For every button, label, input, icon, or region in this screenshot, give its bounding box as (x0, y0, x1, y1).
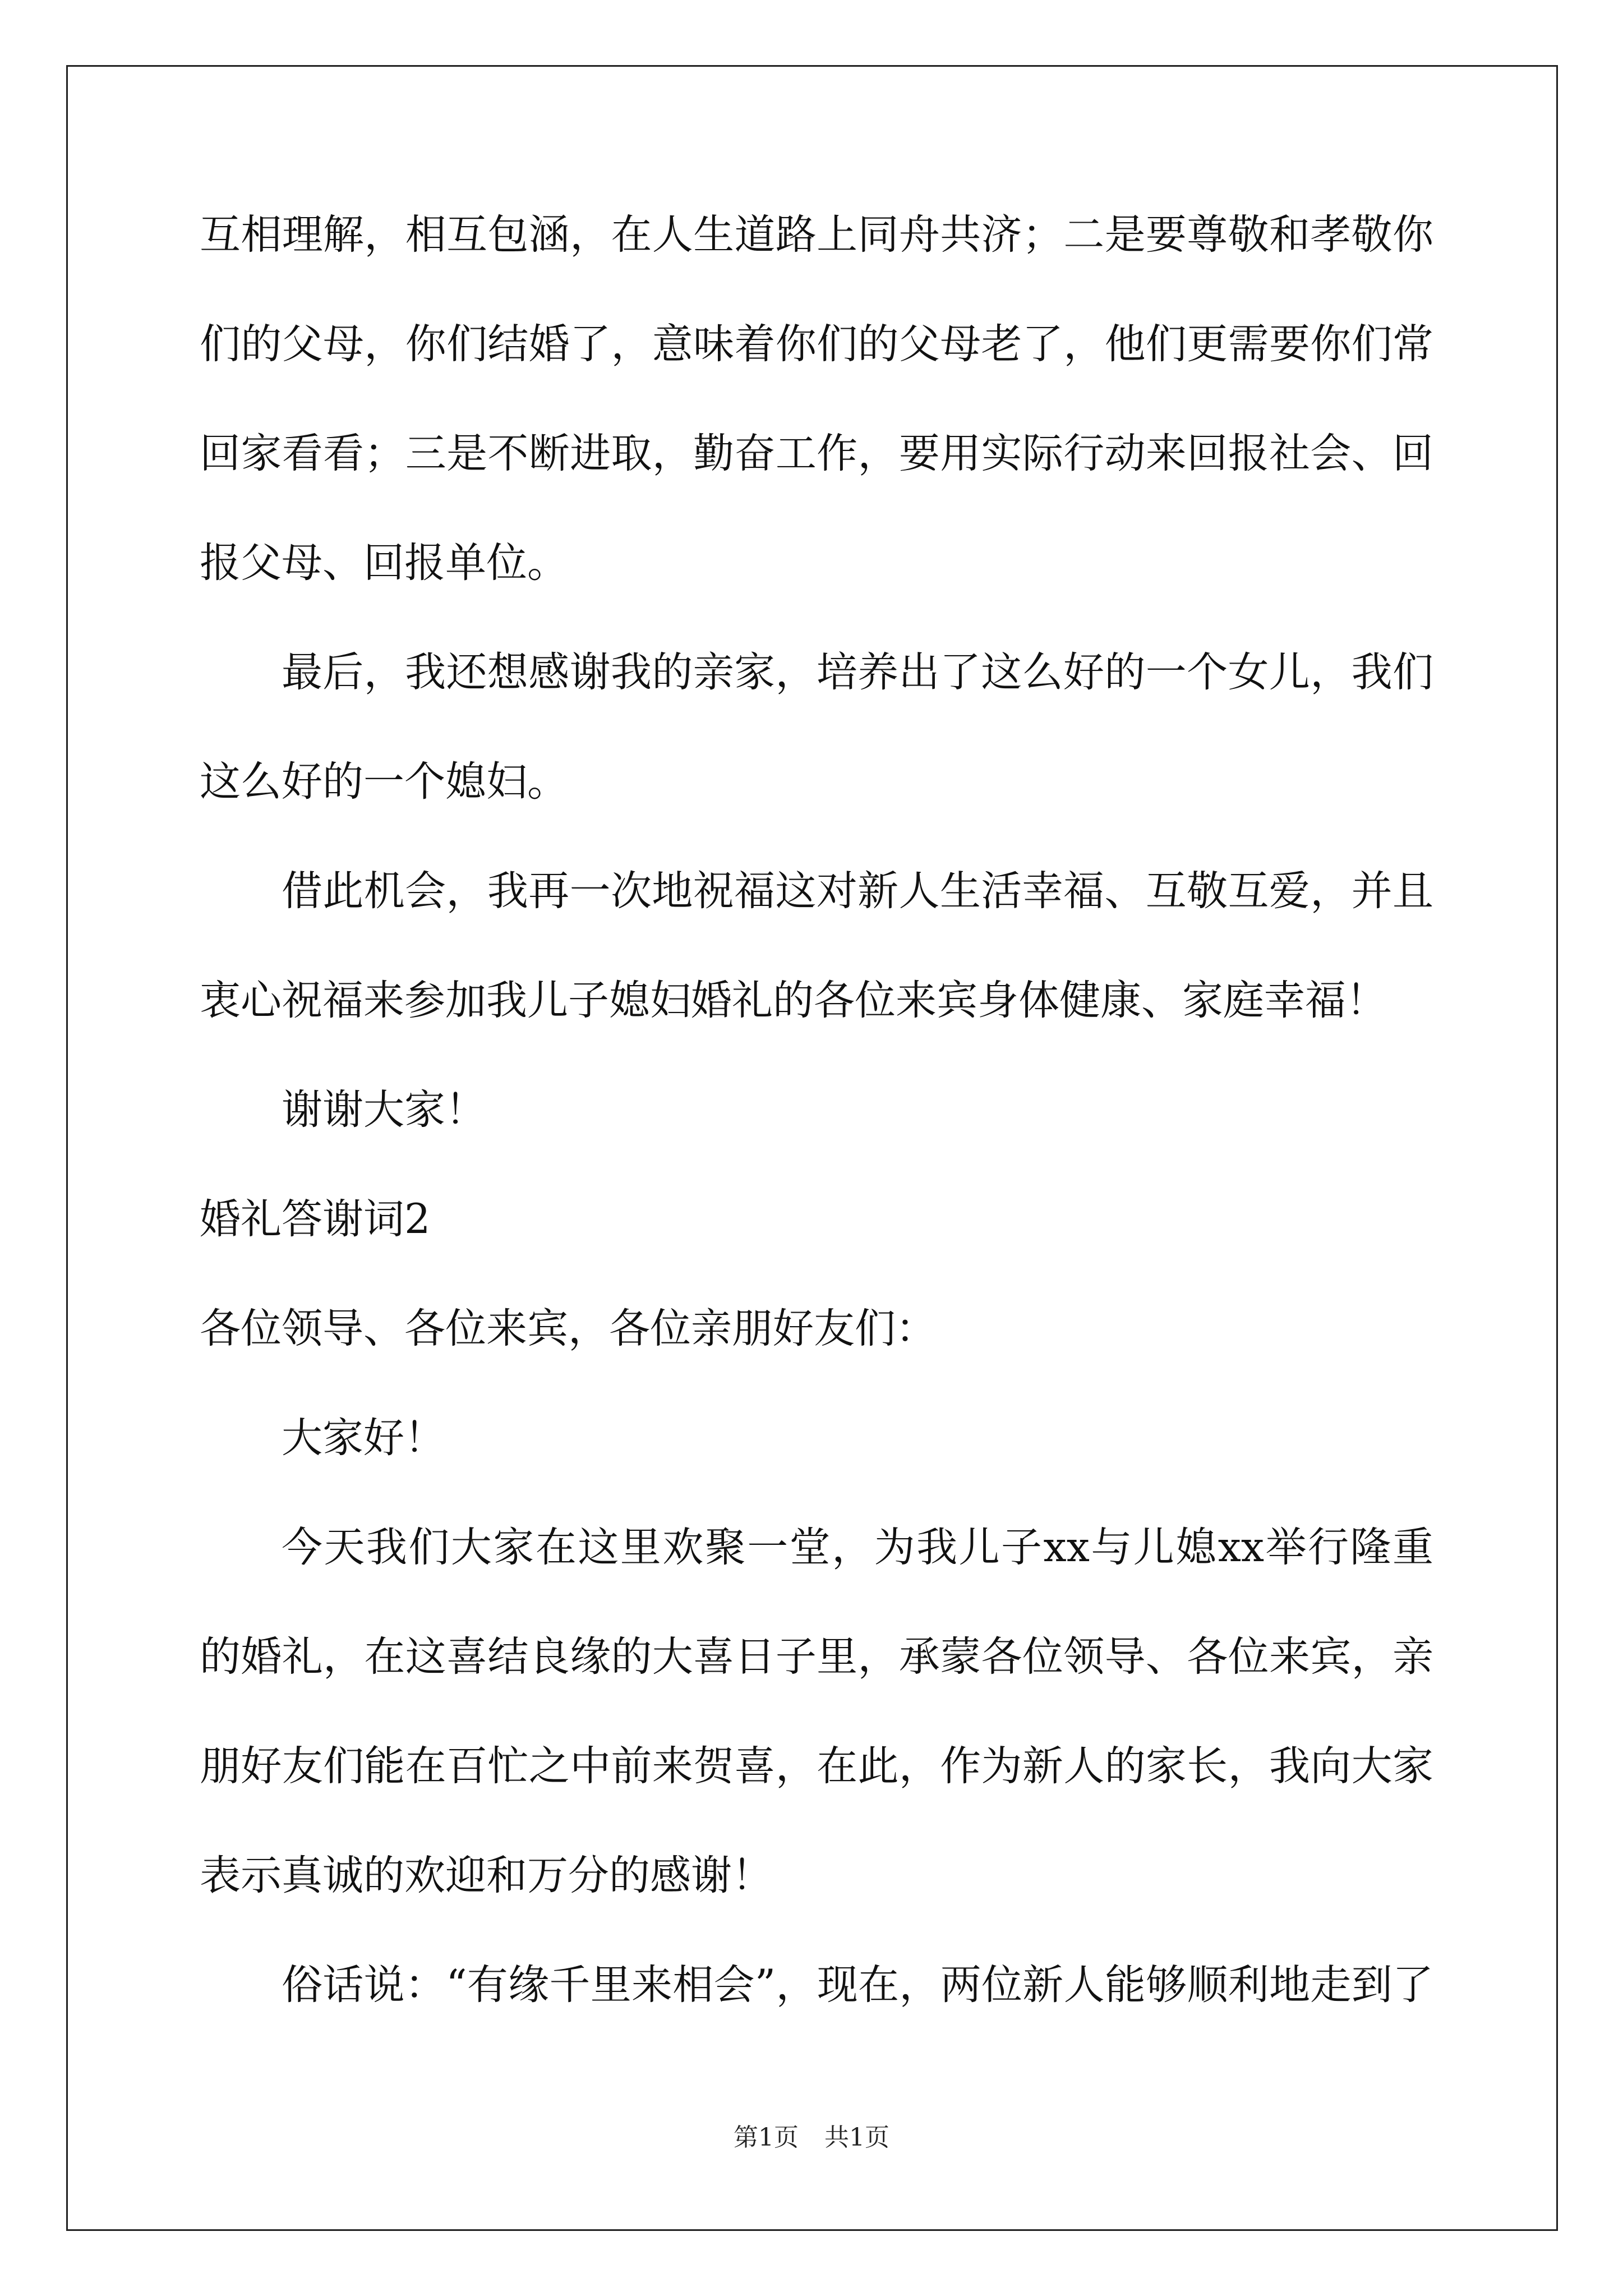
text-line: 的婚礼，在这喜结良缘的大喜日子里，承蒙各位领导、各位来宾，亲 (200, 1633, 1433, 1681)
text-line: 朋好友们能在百忙之中前来贺喜，在此，作为新人的家长，我向大家 (200, 1742, 1433, 1790)
text-line: 谢谢大家！ (282, 1086, 486, 1134)
text-line: 们的父母，你们结婚了，意味着你们的父母老了，他们更需要你们常 (200, 320, 1433, 368)
section-heading: 婚礼答谢词2 (200, 1195, 431, 1243)
page-number: 第1页 (734, 2123, 799, 2152)
text-line: 最后，我还想感谢我的亲家，培养出了这么好的一个女儿，我们 (282, 648, 1433, 696)
text-line: 报父母、回报单位。 (200, 539, 568, 587)
text-line: 今天我们大家在这里欢聚一堂，为我儿子xx与儿媳xx举行隆重 (282, 1524, 1433, 1571)
text-line: 衷心祝福来参加我儿子媳妇婚礼的各位来宾身体健康、家庭幸福！ (200, 977, 1387, 1024)
salutation: 各位领导、各位来宾，各位亲朋好友们： (200, 1305, 937, 1352)
text-line: 大家好！ (282, 1414, 445, 1462)
document-body (200, 213, 1433, 2073)
text-line: 俗话说：“有缘千里来相会”，现在，两位新人能够顺利地走到了 (282, 1961, 1433, 2009)
page-footer (0, 2124, 1623, 2152)
text-line: 表示真诚的欢迎和万分的感谢！ (200, 1852, 773, 1899)
text-line: 这么好的一个媳妇。 (200, 758, 568, 806)
text-line: 借此机会，我再一次地祝福这对新人生活幸福、互敬互爱，并且 (282, 867, 1433, 915)
text-line: 互相理解，相互包涵，在人生道路上同舟共济；二是要尊敬和孝敬你 (200, 211, 1433, 259)
text-line: 回家看看；三是不断进取，勤奋工作，要用实际行动来回报社会、回 (200, 430, 1433, 477)
page-total: 共1页 (824, 2123, 889, 2152)
